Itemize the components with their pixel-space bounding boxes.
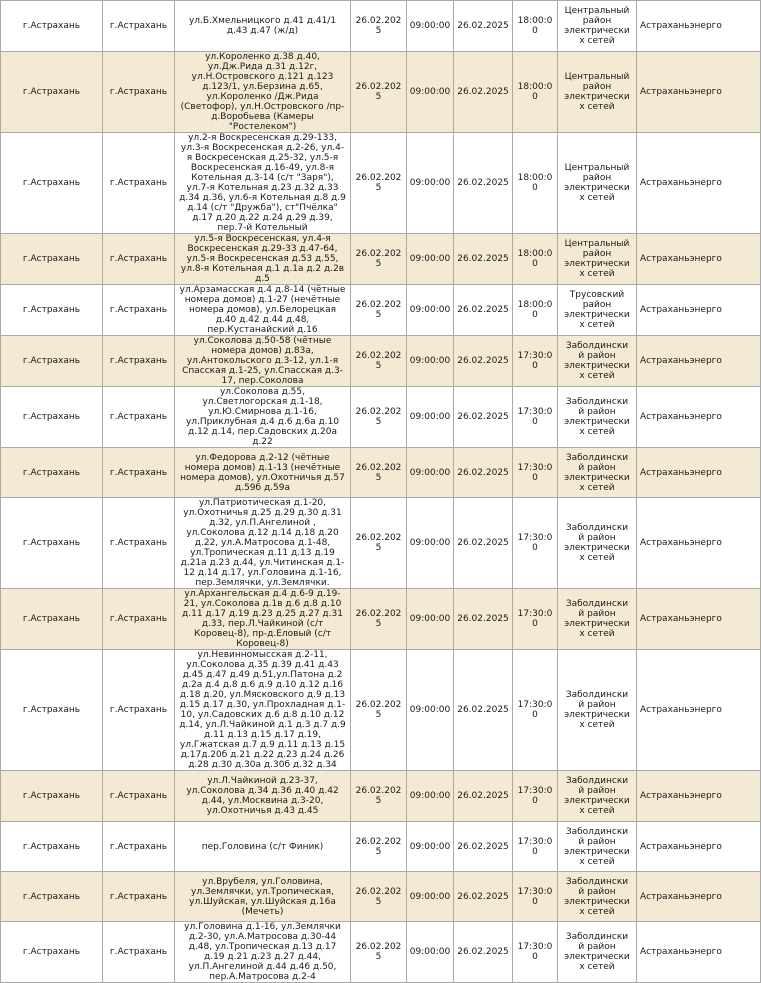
end-time-cell: 17:30:00 <box>513 872 558 922</box>
district-cell: Заболдинский район электрических сетей <box>558 771 637 822</box>
company-cell: Астраханьэнерго <box>637 872 761 922</box>
locality-cell: г.Астрахань <box>103 448 175 498</box>
city-cell: г.Астрахань <box>1 52 103 133</box>
district-cell: Заболдинский район электрических сетей <box>558 922 637 983</box>
company-cell: Астраханьэнерго <box>637 52 761 133</box>
start-date-cell: 26.02.2025 <box>351 589 407 650</box>
start-time-cell: 09:00:00 <box>407 872 454 922</box>
end-time-cell: 18:00:00 <box>513 234 558 285</box>
locality-cell: г.Астрахань <box>103 1 175 52</box>
address-cell: ул.Невинномысская д.2-11, ул.Соколова д.35 д.39 д.41 д.43 д.45 д.47 д.49 д.51,ул.Патона д.2 д.2а д.4 д.8 д.6 д.9 д.10 д.12 д.16 д.18 д.20, ул.Мясковского д.9 д.13 д.15 д.17 д.30, ул.Прохладная д.1-10, ул.Садовских д.6 д.8 д.10 д.12 д.14, ул.Л.Чайкиной д.1 д.3 д.7 д.9 д.11 д.13 д.15 д.17 д.19, ул.Гжатская д.7 д.9 д.11 д.13 д.15 д.17д.20б д.21 д.22 д.23 д.24 д.26 д.28 д.30 д.30а д.30б д.32 д.34 <box>175 650 351 771</box>
table-row <box>1 872 761 922</box>
end-date-cell: 26.02.2025 <box>454 133 513 234</box>
company-cell: Астраханьэнерго <box>637 771 761 822</box>
company-cell: Астраханьэнерго <box>637 922 761 983</box>
end-date-cell: 26.02.2025 <box>454 650 513 771</box>
table-row <box>1 822 761 872</box>
table-row <box>1 498 761 589</box>
start-date-cell: 26.02.2025 <box>351 387 407 448</box>
company-cell: Астраханьэнерго <box>637 336 761 387</box>
end-time-cell: 17:30:00 <box>513 336 558 387</box>
start-time-cell: 09:00:00 <box>407 589 454 650</box>
locality-cell: г.Астрахань <box>103 822 175 872</box>
company-cell: Астраханьэнерго <box>637 285 761 336</box>
table-row <box>1 650 761 771</box>
district-cell: Заболдинский район электрических сетей <box>558 448 637 498</box>
table-row <box>1 771 761 822</box>
end-time-cell: 17:30:00 <box>513 589 558 650</box>
end-date-cell: 26.02.2025 <box>454 922 513 983</box>
city-cell: г.Астрахань <box>1 448 103 498</box>
end-date-cell: 26.02.2025 <box>454 589 513 650</box>
locality-cell: г.Астрахань <box>103 387 175 448</box>
end-time-cell: 17:30:00 <box>513 387 558 448</box>
end-time-cell: 17:30:00 <box>513 822 558 872</box>
address-cell: ул.5-я Воскресенская, ул.4-я Воскресенская д.29-33 д.47-64, ул.5-я Воскресенская д.53 д.55, ул.8-я Котельная д.1 д.1а д.2 д.2в д.5 <box>175 234 351 285</box>
table-row <box>1 922 761 983</box>
table-row <box>1 589 761 650</box>
city-cell: г.Астрахань <box>1 922 103 983</box>
address-cell: ул.Патриотическая д.1-20, ул.Охотничья д.25 д.29 д.30 д.31 д.32, ул.П.Ангелиной , ул.Соколова д.12 д.14 д.18 д.20 д.22, ул.А.Матросова д.1-48, ул.Тропическая д.11 д.13 д.19 д.21а д.23 д.44, ул.Читинская д.1-12 д.14 д.17, ул.Головина д.1-16, пер.Землячки, ул.Землячки. <box>175 498 351 589</box>
table-row <box>1 336 761 387</box>
address-cell: пер.Головина (с/т Финик) <box>175 822 351 872</box>
city-cell: г.Астрахань <box>1 387 103 448</box>
city-cell: г.Астрахань <box>1 822 103 872</box>
start-time-cell: 09:00:00 <box>407 650 454 771</box>
city-cell: г.Астрахань <box>1 650 103 771</box>
district-cell: Центральный район электрических сетей <box>558 133 637 234</box>
start-time-cell: 09:00:00 <box>407 387 454 448</box>
company-cell: Астраханьэнерго <box>637 387 761 448</box>
locality-cell: г.Астрахань <box>103 589 175 650</box>
city-cell: г.Астрахань <box>1 285 103 336</box>
city-cell: г.Астрахань <box>1 872 103 922</box>
end-time-cell: 18:00:00 <box>513 1 558 52</box>
address-cell: ул.Соколова д.50-58 (чётные номера домов) д.83а, ул.Антокольского д.3-12, ул.1-я Спасская д.1-25, ул.Спасская д.3-17, пер.Соколова <box>175 336 351 387</box>
district-cell: Заболдинский район электрических сетей <box>558 387 637 448</box>
start-date-cell: 26.02.2025 <box>351 1 407 52</box>
end-date-cell: 26.02.2025 <box>454 1 513 52</box>
start-time-cell: 09:00:00 <box>407 922 454 983</box>
address-cell: ул.Соколова д.55, ул.Светлогорская д.1-18, ул.Ю.Смирнова д.1-16, ул.Приклубная д.4 д.6 д.6а д.10 д.12 д.14, пер.Садовских д.20а д.22 <box>175 387 351 448</box>
end-date-cell: 26.02.2025 <box>454 387 513 448</box>
district-cell: Трусовский район электрических сетей <box>558 285 637 336</box>
start-date-cell: 26.02.2025 <box>351 234 407 285</box>
address-cell: ул.Б.Хмельницкого д.41 д.41/1 д.43 д.47 (ж/д) <box>175 1 351 52</box>
start-date-cell: 26.02.2025 <box>351 285 407 336</box>
end-date-cell: 26.02.2025 <box>454 822 513 872</box>
address-cell: ул.Федорова д.2-12 (чётные номера домов) д.1-13 (нечётные номера домов), ул.Охотничья д.57 д.59б д.59а <box>175 448 351 498</box>
start-time-cell: 09:00:00 <box>407 1 454 52</box>
end-date-cell: 26.02.2025 <box>454 234 513 285</box>
start-time-cell: 09:00:00 <box>407 234 454 285</box>
locality-cell: г.Астрахань <box>103 52 175 133</box>
start-time-cell: 09:00:00 <box>407 822 454 872</box>
end-date-cell: 26.02.2025 <box>454 52 513 133</box>
table-row <box>1 387 761 448</box>
end-time-cell: 17:30:00 <box>513 498 558 589</box>
locality-cell: г.Астрахань <box>103 234 175 285</box>
end-time-cell: 18:00:00 <box>513 133 558 234</box>
district-cell: Центральный район электрических сетей <box>558 234 637 285</box>
address-cell: ул.2-я Воскресенская д.29-133, ул.3-я Воскресенская д.2-26, ул.4-я Воскресенская д.25-32, ул.5-я Воскресенская д.16-49, ул.8-я Котельная д.3-14 (с/т "Заря"), ул.7-я Котельная д.23 д.32 д.33 д.34 д.36, ул.6-я Котельная д.8 д.9 д.14 (с/т "Дружба"), ст"Пчёлка" д.17 д.20 д.22 д.24 д.29 д.39, пер.7-й Котельный <box>175 133 351 234</box>
table-row <box>1 133 761 234</box>
district-cell: Центральный район электрических сетей <box>558 52 637 133</box>
address-cell: ул.Л.Чайкиной д.23-37, ул.Соколова д.34 д.36 д.40 д.42 д.44, ул.Москвина д.3-20, ул.Охотничья д.43 д.45 <box>175 771 351 822</box>
end-time-cell: 18:00:00 <box>513 285 558 336</box>
end-date-cell: 26.02.2025 <box>454 336 513 387</box>
start-time-cell: 09:00:00 <box>407 448 454 498</box>
locality-cell: г.Астрахань <box>103 650 175 771</box>
start-date-cell: 26.02.2025 <box>351 822 407 872</box>
start-time-cell: 09:00:00 <box>407 498 454 589</box>
start-date-cell: 26.02.2025 <box>351 922 407 983</box>
start-date-cell: 26.02.2025 <box>351 448 407 498</box>
company-cell: Астраханьэнерго <box>637 498 761 589</box>
city-cell: г.Астрахань <box>1 589 103 650</box>
end-time-cell: 17:30:00 <box>513 922 558 983</box>
end-date-cell: 26.02.2025 <box>454 771 513 822</box>
start-time-cell: 09:00:00 <box>407 285 454 336</box>
start-time-cell: 09:00:00 <box>407 133 454 234</box>
locality-cell: г.Астрахань <box>103 285 175 336</box>
end-date-cell: 26.02.2025 <box>454 448 513 498</box>
company-cell: Астраханьэнерго <box>637 822 761 872</box>
locality-cell: г.Астрахань <box>103 336 175 387</box>
end-date-cell: 26.02.2025 <box>454 498 513 589</box>
city-cell: г.Астрахань <box>1 1 103 52</box>
district-cell: Заболдинский район электрических сетей <box>558 589 637 650</box>
end-time-cell: 17:30:00 <box>513 448 558 498</box>
company-cell: Астраханьэнерго <box>637 589 761 650</box>
start-date-cell: 26.02.2025 <box>351 650 407 771</box>
start-time-cell: 09:00:00 <box>407 52 454 133</box>
start-time-cell: 09:00:00 <box>407 336 454 387</box>
table-row <box>1 52 761 133</box>
company-cell: Астраханьэнерго <box>637 650 761 771</box>
locality-cell: г.Астрахань <box>103 771 175 822</box>
district-cell: Заболдинский район электрических сетей <box>558 822 637 872</box>
district-cell: Заболдинский район электрических сетей <box>558 872 637 922</box>
end-date-cell: 26.02.2025 <box>454 872 513 922</box>
locality-cell: г.Астрахань <box>103 498 175 589</box>
city-cell: г.Астрахань <box>1 336 103 387</box>
company-cell: Астраханьэнерго <box>637 234 761 285</box>
address-cell: ул.Архангельская д.4 д.6-9 д.19-21, ул.Соколова д.1в д.6 д.8 д.10 д.11 д.17 д.19 д.23 д.25 д.27 д.31 д.33, пер.Л.Чайкиной (с/т Коровец-8), пр-д.Еловый (с/т Коровец-8) <box>175 589 351 650</box>
address-cell: ул.Арзамасская д.4 д.8-14 (чётные номера домов) д.1-27 (нечётные номера домов), ул.Белорецкая д.40 д.42 д.44 д.48, пер.Кустанайский д.16 <box>175 285 351 336</box>
address-cell: ул.Врубеля, ул.Головина, ул.Землячки, ул.Тропическая, ул.Шуйская, ул.Шуйская д.16а (Мечеть) <box>175 872 351 922</box>
table-row <box>1 1 761 52</box>
locality-cell: г.Астрахань <box>103 872 175 922</box>
locality-cell: г.Астрахань <box>103 133 175 234</box>
start-time-cell: 09:00:00 <box>407 771 454 822</box>
start-date-cell: 26.02.2025 <box>351 336 407 387</box>
locality-cell: г.Астрахань <box>103 922 175 983</box>
city-cell: г.Астрахань <box>1 771 103 822</box>
table-row <box>1 285 761 336</box>
end-time-cell: 17:30:00 <box>513 771 558 822</box>
end-date-cell: 26.02.2025 <box>454 285 513 336</box>
company-cell: Астраханьэнерго <box>637 448 761 498</box>
district-cell: Заболдинский район электрических сетей <box>558 498 637 589</box>
table-row <box>1 448 761 498</box>
start-date-cell: 26.02.2025 <box>351 872 407 922</box>
start-date-cell: 26.02.2025 <box>351 52 407 133</box>
company-cell: Астраханьэнерго <box>637 1 761 52</box>
start-date-cell: 26.02.2025 <box>351 498 407 589</box>
company-cell: Астраханьэнерго <box>637 133 761 234</box>
city-cell: г.Астрахань <box>1 133 103 234</box>
address-cell: ул.Головина д.1-16, ул.Землячки д.2-30, ул.А.Матросова д.30-44 д.48, ул.Тропическая д.13 д.17 д.19 д.21 д.23 д.27 д.44, ул.П.Ангелиной д.44 д.46 д.50, пер.А.Матросова д.2-4 <box>175 922 351 983</box>
district-cell: Заболдинский район электрических сетей <box>558 650 637 771</box>
table-row <box>1 234 761 285</box>
district-cell: Заболдинский район электрических сетей <box>558 336 637 387</box>
table-body <box>1 1 761 983</box>
address-cell: ул.Короленко д.38 д.40, ул.Дж.Рида д.31 д.12г, ул.Н.Островского д.121 д.123 д.123/1, ул.Берзина д.65, ул.Короленко /Дж.Рида (Светофор), ул.Н.Островского /пр-д.Воробьева (Камеры "Ростелеком") <box>175 52 351 133</box>
start-date-cell: 26.02.2025 <box>351 771 407 822</box>
city-cell: г.Астрахань <box>1 234 103 285</box>
end-time-cell: 18:00:00 <box>513 52 558 133</box>
district-cell: Центральный район электрических сетей <box>558 1 637 52</box>
start-date-cell: 26.02.2025 <box>351 133 407 234</box>
city-cell: г.Астрахань <box>1 498 103 589</box>
end-time-cell: 17:30:00 <box>513 650 558 771</box>
